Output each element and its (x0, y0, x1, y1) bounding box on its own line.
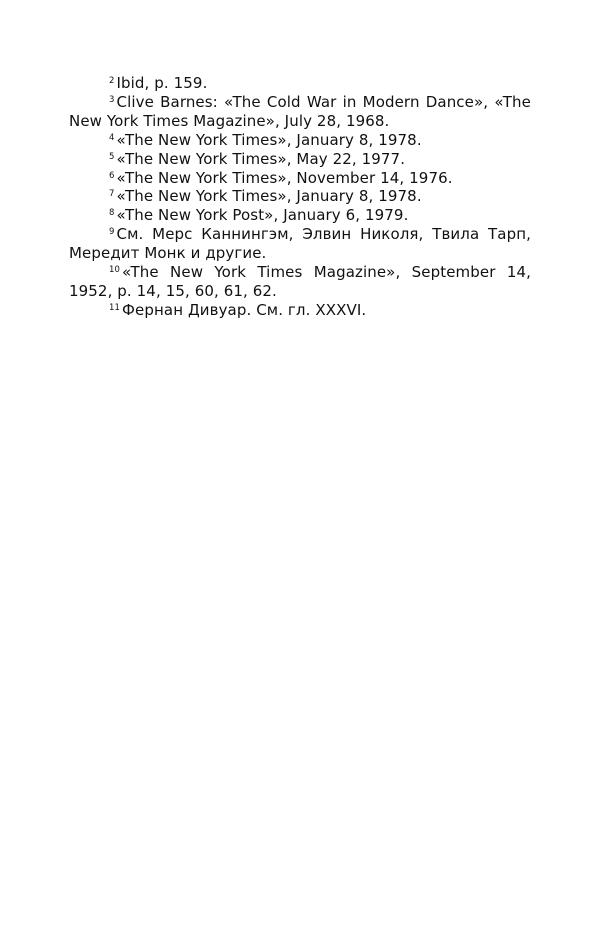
footnote-number: 5 (109, 151, 115, 162)
footnote-text: «The New York Times», January 8, 1978. (116, 130, 422, 149)
footnote-5 (69, 150, 531, 169)
footnote-number: 10 (109, 265, 121, 276)
footnote-text: Ibid, p. 159. (116, 74, 208, 92)
footnote-text: «The New York Times Magazine», September 14, 1952, p. 14, 15, 60, 61, 62. (69, 263, 531, 300)
footnote-text: Фернан Дивуар. См. гл. XXXVI. (122, 300, 367, 319)
footnote-4 (69, 131, 531, 150)
footnote-number: 2 (109, 76, 115, 86)
footnote-text: Clive Barnes: «The Cold War in Modern Dance», «The New York Times Magazine», July 28, 1968. (69, 92, 531, 130)
footnote-number: 7 (109, 189, 115, 200)
footnote-number: 6 (109, 170, 115, 181)
footnote-number: 4 (109, 132, 115, 143)
footnote-11 (69, 301, 531, 320)
footnote-text: «The New York Times», May 22, 1977. (116, 149, 406, 168)
footnote-number: 11 (109, 302, 121, 313)
footnotes-block (69, 74, 531, 320)
footnote-text: См. Мерс Каннингэм, Элвин Николя, Твила Тарп, Мередит Монк и другие. (69, 225, 531, 263)
footnote-number: 3 (109, 94, 115, 105)
footnote-number: 9 (109, 227, 115, 238)
footnote-7 (69, 187, 531, 206)
footnote-2 (69, 74, 531, 93)
footnote-8 (69, 206, 531, 225)
footnote-3 (69, 93, 531, 131)
footnote-text: «The New York Times», November 14, 1976. (116, 168, 453, 187)
footnote-text: «The New York Times», January 8, 1978. (116, 187, 422, 206)
footnote-text: «The New York Post», January 6, 1979. (116, 206, 409, 225)
footnote-6 (69, 169, 531, 188)
footnote-9 (69, 225, 531, 263)
footnote-number: 8 (109, 208, 115, 219)
footnote-10 (69, 263, 531, 301)
